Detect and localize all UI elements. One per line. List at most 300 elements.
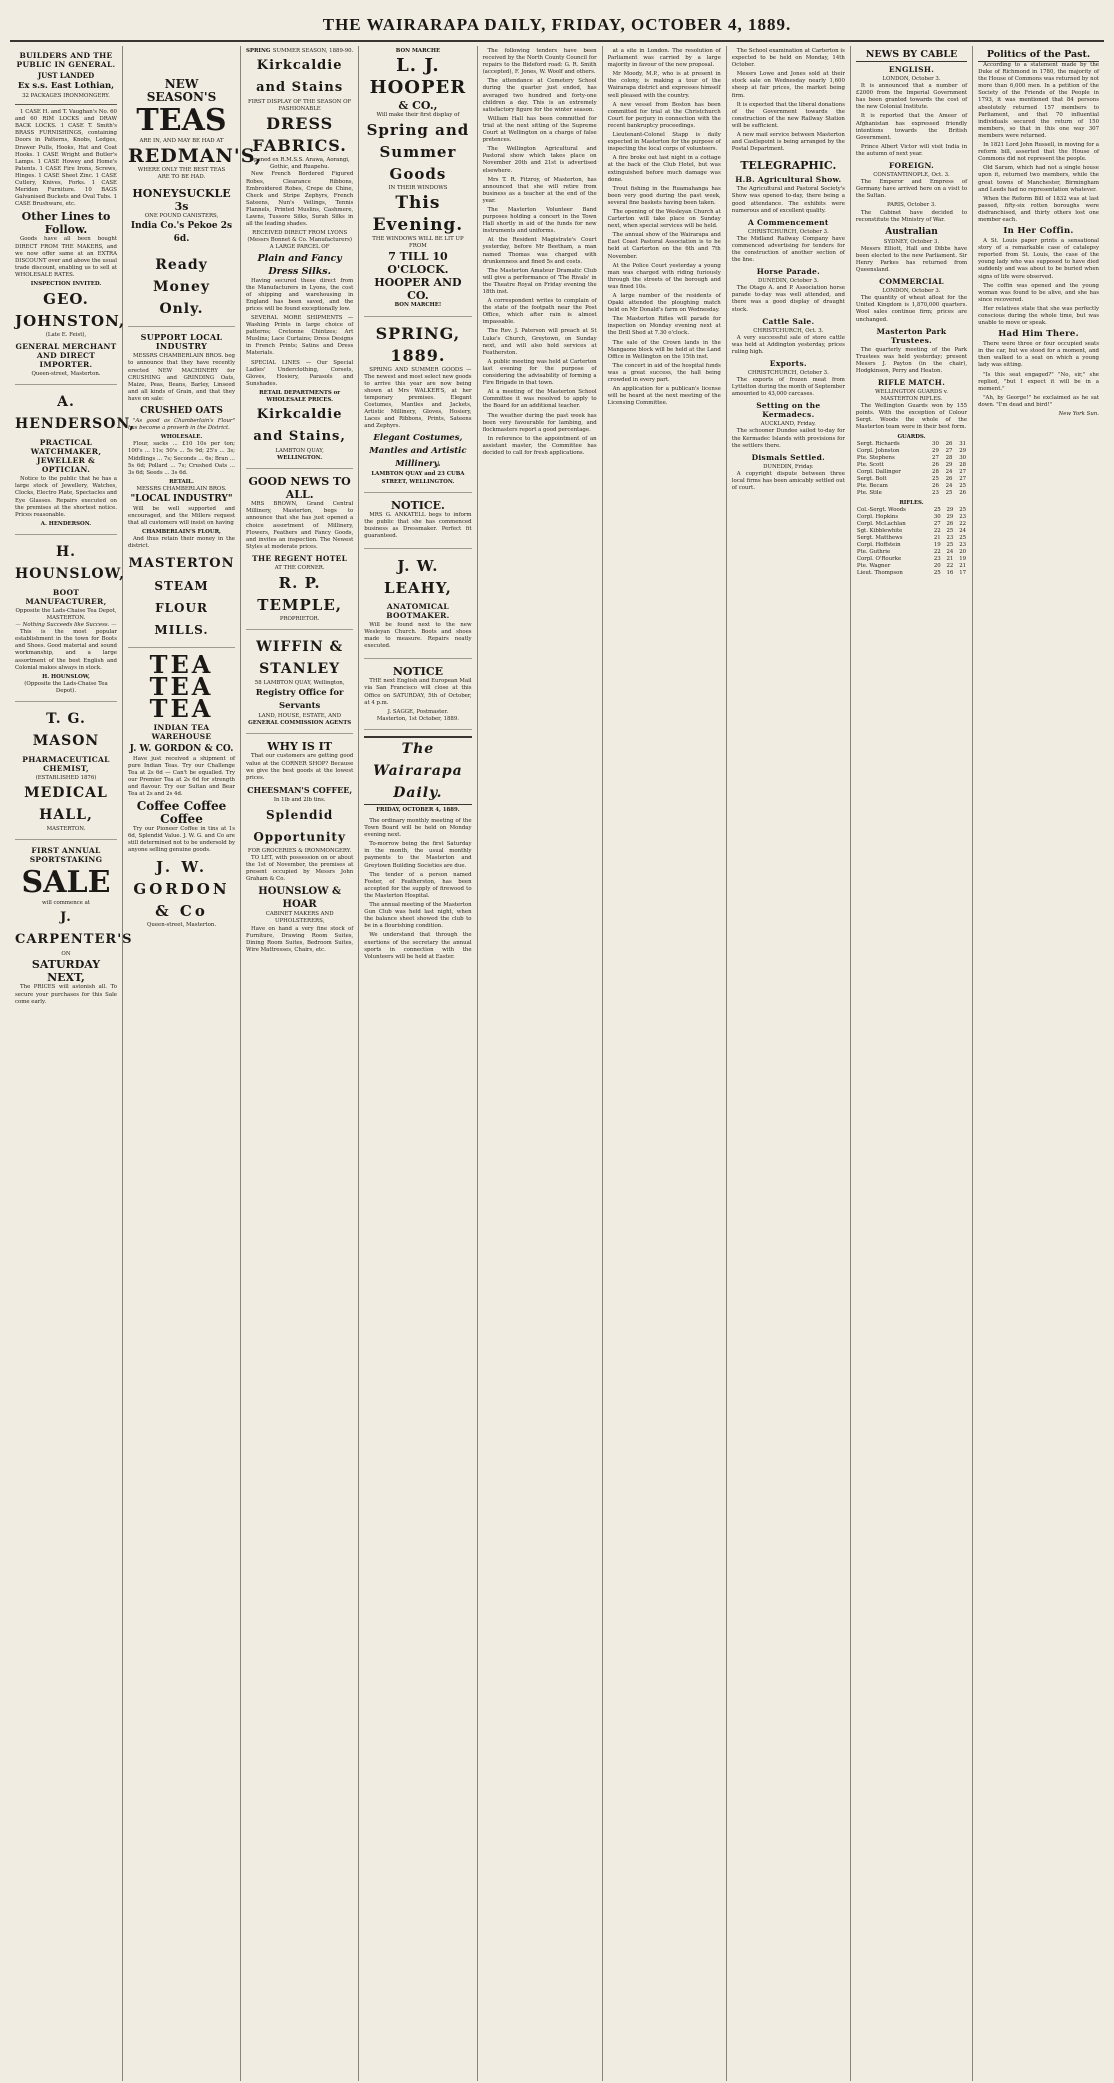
news-paragraph: When the Reform Bill of 1832 was at last passed, fifty-six rotten boroughs were disfranchised, and thirty others lost one member each. (978, 195, 1099, 223)
score-cell: 25 (946, 541, 954, 548)
retail-heading: RETAIL. (169, 478, 194, 485)
shooter-name: Sergt. Bolt (856, 475, 887, 482)
news-paragraph: Lieutenant-Colonel Stapp is daily expected in Masterton for the purpose of inspecting the local corps of volunteers. (607, 132, 721, 153)
furniture-body: Have on hand a very fine stock of Furniture, Drawing Room Suites, Dining Room Suites, Bedroom Suites, Wire Mattresses, Chairs, etc. (246, 925, 354, 953)
news-paragraph: The quarterly meeting of the Park Trustees was held yesterday; present Messrs J. Payton (in the chair), Hodgkinson, Perry and Heaton. (855, 346, 968, 374)
news-paragraph: At the Police Court yesterday a young man was charged with riding furiously through the streets of the borough and was fined 10s. (607, 262, 721, 290)
tea-new-season: NEW SEASON'S (146, 77, 217, 104)
mail-notice (364, 665, 471, 730)
score-cell: 19 (933, 541, 941, 548)
news-paragraph: Trout fishing in the Ruamahanga has been very good during the past week, several fine baskets having been taken. (607, 185, 721, 206)
leahy-trade: ANATOMICAL BOOTMAKER. (386, 601, 450, 620)
lit-time: 7 TILL 10 O'CLOCK. (387, 250, 449, 277)
advertiser-name: T. G. MASON (32, 711, 100, 750)
advertiser-trade: PRACTICAL WATCHMAKER, JEWELLER & OPTICIAN. (30, 438, 102, 475)
news-paragraph: William Hall has been committed for trial at the next sitting of the Supreme Court at Wellington on a charge of false pretences. (482, 115, 597, 144)
wiffin-agency: GENERAL COMMISSION AGENTS (248, 720, 352, 727)
sale-heading: FIRST ANNUAL SPORTSTAKING (29, 846, 103, 865)
advert-ship: Ex s.s. East Lothian, (17, 81, 115, 91)
sale-body: The PRICES will astonish all. To secure your purchases for this Sale come early. (15, 984, 117, 1005)
local-industry-quote: "LOCAL INDUSTRY" (130, 493, 233, 504)
kirkcaldie-advert (246, 48, 353, 469)
score-row (856, 462, 967, 469)
hooper-will: Will make their first display of (376, 112, 460, 119)
walker-address: LAMBTON QUAY and 23 CUBA STREET, WELLINGTON. (371, 471, 465, 485)
score-cell: 20 (933, 562, 941, 569)
advert-slogan: — Nothing Succeeds like Success. — (15, 622, 117, 629)
score-cell: 28 (932, 468, 939, 475)
henderson-advert (15, 391, 136, 535)
score-cell: 29 (946, 513, 954, 520)
gordon-body: Have just received a shipment of pure Indian Teas. Try our Challenge Tea at 2s 6d — Can't be equalled. Try our Premier Tea at 2s 6d for strength and flavour. Try our Sultan and Bear Tea at 2s and 2s 4d. (128, 755, 235, 797)
leahy-body: Will be found next to the new Wesleyan Church. Boots and shoes made to measure. Repairs neatly executed. (364, 621, 472, 650)
advert-inspection: INSPECTION INVITED. (30, 280, 102, 287)
chamberlain-body: MESSRS CHAMBERLAIN BROS. beg to announce that they have recently erected NEW MACHINERY for CRUSHING and GRINDING Oats, Maize, Peas, Beans, Barley, Linseed and all kinds of Grain, and that they have on sale: (128, 353, 235, 402)
news-paragraph: The Rev. J. Paterson will preach at St Luke's Church, Greytown, on Sunday next, and will also hold services at Featherston. (482, 328, 597, 356)
hooper-firm: HOOPER AND CO. (374, 276, 462, 303)
ankatell-body: MRS G. ANKATELL begs to inform the public that she has commenced business as Dressmaker. Perfect fit guaranteed. (364, 511, 472, 539)
rifle-body: The Wellington Guards won by 155 points. With the exception of Colour Sergt. Woods the whole of the Masterton team were in their best form. (855, 403, 968, 431)
cheesman-coffee: CHEESMAN'S COFFEE, (247, 784, 353, 795)
score-cell: 27 (933, 520, 941, 527)
tea-canisters: ONE POUND CANISTERS, (144, 213, 219, 220)
score-cell: 23 (932, 489, 939, 496)
advert-established: (ESTABLISHED 1876) (35, 775, 97, 782)
news-paragraph: A very successful sale of store cattle was held at Addington yesterday, prices ruling high. (731, 334, 845, 355)
news-paragraph: The concert in aid of the hospital funds was a great success, the hall being crowded in every part. (607, 362, 721, 384)
score-row (856, 556, 967, 563)
advert-other-lines: Other Lines to Follow. (21, 210, 111, 237)
season-line (246, 48, 353, 55)
score-cell: 30 (959, 454, 967, 461)
mail-notice-heading: NOTICE (392, 665, 443, 679)
mail-notice-sign: J. SAGGE, Postmaster. (387, 708, 449, 715)
score-row (856, 514, 967, 521)
news-paragraph: The annual show of the Wairarapa and East Coast Pastoral Association is to be held at Carterton on the 6th and 7th November. (607, 232, 721, 260)
chamberlain-body-3: And thus retain their money in the district. (128, 536, 235, 550)
guards-heading: GUARDS. (897, 433, 926, 440)
spring-summer: Spring and Summer (366, 121, 470, 162)
local-industry-heading: SUPPORT LOCAL INDUSTRY (140, 332, 223, 352)
tea-where: WHERE ONLY THE BEST TEAS (137, 167, 226, 174)
score-cell: 21 (959, 562, 967, 569)
advert-list: 1 CASE H. and T. Vaughan's No. 60 and 60 RIM LOCKS and DRAW BACK LOCKS. 1 CASE T. Smith's BRASS FURNISHINGS, containing Doors in Patterns, Knobs, Ledges, Drawer Pulls, Hooks, Hat and Coat Hooks. 1 CASE Wright and Butler's Lamps. 1 CASE Howey and Home's Patents. 1 CASE Fire Irons, Screws, Hinges. 1 CASE Sheet Zinc. 1 CASE Cutlery, Knives, Forks. 1 CASE Meriden Furniture. 10 BAGS Galvanised Buckets and Oval Tubs. 1 CASE Brushware, etc. (15, 109, 117, 208)
score-cell: 25 (945, 489, 953, 496)
score-cell: 23 (946, 534, 954, 541)
kirkcaldie-name-2: Kirkcaldie and Stains, (253, 407, 346, 445)
sale-day: SATURDAY NEXT, (31, 958, 101, 985)
leahy-advert (364, 555, 471, 659)
mill-name-1: MASTERTON (128, 555, 235, 571)
score-cell: 27 (945, 447, 953, 454)
coffin-heading: In Her Coffin. (1003, 226, 1074, 237)
shooter-name: Pte. Guthrie (856, 548, 891, 555)
score-cell: 25 (959, 534, 967, 541)
gordon-firm-2: J. W. GORDON & Co (133, 858, 230, 921)
mail-notice-body: THE next English and European Mail via San Francisco will close at this Office on SATURDAY, 5th of October, at 4 p.m. (364, 678, 472, 706)
mason-advert (15, 708, 117, 840)
hounslow-hoar: HOUNSLOW & HOAR (258, 886, 341, 911)
news-paragraph: The opening of the Wesleyan Church at Carterton will take place on Sunday next, when special services will be held. (607, 208, 721, 230)
news-paragraph: A new vessel from Boston has been committed for trial at the Christchurch Court for perjury in connection with the recent bankruptcy proceedings. (607, 101, 721, 129)
score-cell: 23 (959, 541, 967, 548)
advert-signature: A. HENDERSON. (40, 520, 92, 527)
season-spring: SPRING (246, 48, 271, 54)
registry-office: Registry Office for Servants (255, 688, 344, 712)
tea-ready-money: Ready Money Only. (152, 257, 211, 318)
news-paragraph: An application for a publican's license will be heard at the next meeting of the Licensing Committee. (607, 386, 721, 407)
walker-body: SPRING AND SUMMER GOODS — The newest and most select new goods to arrive this year are now being shown at Mrs WALKER'S, at her temporary premises. Elegant Costumes, Mantles and Jackets, Artistic Millinery, Gloves, Hosiery, Laces and Ribbons, Prints, Sateens and Zephyrs. (364, 366, 472, 430)
telegraphic-subhead: H.B. Agricultural Show. (735, 175, 842, 185)
score-cell: 23 (959, 513, 967, 520)
wholesale-prices: Flour, sacks ... £10 10s per ton; 100's ... 11s; 50's ... 5s 9d; 25's ... 3s; Middlings ... 7s; Seconds ... 6s; Bran ... 5s 6d; Pollard ... 7s; Crushed Oats ... 3s 6d; Seeds ... 3s 6d. (128, 441, 235, 476)
news-paragraph: A fire broke out last night in a cottage at the back of the Club Hotel, but was extinguished before much damage was done. (607, 155, 721, 183)
johnston-advert (15, 51, 126, 385)
editorial-paragraph: The annual meeting of the Masterton Gun Club was held last night, when the balance sheet showed the club to be in a flourishing condition. (364, 902, 472, 930)
news-paragraph: A large number of the residents of Opaki attended the ploughing match held on Mr Donald's farm on Wednesday. (607, 293, 721, 314)
section-heading: A Commencement (748, 217, 829, 227)
wholesale-heading: WHOLESALE. (160, 434, 203, 441)
score-row (856, 483, 967, 490)
section-heading: Setting on the Kermadecs. (756, 401, 821, 420)
advertiser-address: Queen-street, Masterton. (31, 371, 101, 378)
indian-tea-warehouse: INDIAN TEA WAREHOUSE (151, 722, 212, 741)
plain-fancy-silks: Plain and Fancy Dress Silks. (257, 252, 342, 277)
news-paragraph: The schooner Dundee sailed to-day for the Kermadec Islands with provisions for the settlers there. (731, 428, 845, 449)
bon-marche: BON MARCHE (395, 48, 441, 54)
chamberlain-advert (128, 333, 235, 647)
score-cell: 24 (946, 548, 954, 555)
score-row (856, 490, 967, 497)
score-cell: 24 (945, 482, 953, 489)
score-row (856, 448, 967, 455)
news-paragraph: The Cabinet have decided to reconstitute the Ministry of War. (855, 209, 968, 223)
news-paragraph: According to a statement made by the Duke of Richmond in 1780, the majority of the House of Commons was returned by not more than 6,000 men. In a petition of the Society of the Friends of the People in 1793, it was mentioned that 84 persons absolutely returned 157 members to Parliament, and that 70 influential individuals secured the return of 150 members, so that in this one way 307 members were returned. (978, 62, 1099, 139)
cabinet-makers: CABINET MAKERS AND UPHOLSTERERS, (265, 911, 334, 925)
guards-table (856, 441, 967, 497)
score-cell: 28 (945, 454, 953, 461)
section-heading: COMMERCIAL (879, 277, 944, 287)
score-cell: 19 (959, 555, 967, 562)
news-paragraph: There were three or four occupied seats in the car, but we stood for a moment, and then walked to a seat on which a young lady was sitting. (978, 341, 1099, 369)
gordon-address: Queen-street, Masterton. (146, 922, 217, 929)
score-cell: 26 (945, 475, 953, 482)
news-paragraph: A copyright dispute between three local firms has been amicably settled out of court. (731, 470, 845, 492)
advertiser-trade: GENERAL MERCHANT AND DIRECT IMPORTER. (15, 342, 117, 370)
news-paragraph: The quantity of wheat afloat for the United Kingdom is 1,870,000 quarters. Wool sales continue firm; prices are unchanged. (855, 295, 968, 323)
score-cell: 23 (933, 555, 941, 562)
rifles-heading: RIFLES. (899, 499, 924, 506)
column-1 (10, 46, 136, 2081)
advert-body: Notice to the public that he has a large stock of Jewellery, Watches, Clocks, Electro Plate, Spectacles and Eye Glasses. Repairs executed on the premises at the shortest notice. Prices reasonable. (15, 476, 117, 518)
score-row (856, 507, 967, 514)
why-is-it: WHY IS IT (267, 740, 332, 754)
redman-tea-advert (128, 77, 263, 327)
shooter-name: Corpl. Hoffstein (856, 541, 901, 548)
section-dateline: AUCKLAND, Friday. (760, 421, 816, 428)
news-paragraph: "Ah, by George!" he exclaimed as he sat down. "I'm dead and bird!" (978, 394, 1099, 408)
cable-heading: NEWS BY CABLE (856, 48, 967, 62)
rifle-subhead: WELLINGTON GUARDS v. MASTERTON RIFLES. (875, 389, 948, 403)
tea-are-in: ARE IN, AND MAY BE HAD AT (139, 138, 224, 144)
column-4 (359, 46, 477, 2081)
sale-on: ON (61, 951, 71, 958)
story-source: New York Sun. (1058, 411, 1099, 418)
column-7 (727, 46, 851, 2081)
score-cell: 21 (946, 555, 954, 562)
score-cell: 27 (959, 468, 967, 475)
advert-body: This is the most popular establishment in the town for Boots and Shoes. Good material and sound workmanship, and a large assortment of the best English and Colonial makes always in stock. (15, 629, 117, 671)
tea-merchant: REDMAN'S, (128, 145, 263, 168)
advertiser-name: H. HOUNSLOW, (15, 543, 125, 582)
walker-advert (364, 323, 471, 493)
spring-1889: SPRING, 1889. (375, 323, 461, 365)
section-heading: Masterton Park Trustees. (876, 326, 947, 345)
gordon-tea-advert (128, 649, 235, 936)
shooter-name: Sgt. Kibblewhite (856, 527, 903, 534)
score-cell: 26 (945, 440, 953, 447)
score-row (856, 542, 967, 549)
editorial-paragraph: The ordinary monthly meeting of the Town Board will be held on Monday evening next. (364, 818, 472, 839)
sale-title: SALE (21, 865, 111, 901)
shooter-name: Pte. Scott (856, 461, 884, 468)
editorial (364, 736, 471, 961)
this-evening: This Evening. (372, 193, 464, 236)
wiffin-name: WIFFIN & STANLEY (256, 639, 344, 678)
goods: Goods (389, 165, 447, 184)
news-paragraph: The attendance at Cemetery School during the quarter just ended, has averaged two hundred and forty-one children a day. This is an extremely satisfactory figure for the winter season. (482, 78, 597, 113)
advert-town: MASTERTON. (46, 826, 86, 833)
editorial-date: FRIDAY, OCTOBER 4, 1889. (376, 806, 460, 813)
section-dateline: LONDON, October 3. (882, 288, 941, 295)
gordon-firm: J. W. GORDON & CO. (129, 743, 234, 754)
news-paragraph: It is reported that the Ameer of Afghanistan has expressed friendly intentions towards the British Government. (855, 113, 968, 141)
section-dateline: CHRISTCHURCH, October 3. (747, 228, 829, 235)
advert-title: BUILDERS AND THE PUBLIC IN GENERAL. (16, 51, 116, 69)
news-paragraph: A St. Louis paper prints a sensational story of a remarkable case of catalepsy reported from St. Louis, the case of the young lady who was supposed to have died suddenly and was about to be buried when signs of life were observed. (978, 238, 1099, 280)
section-dateline: SYDNEY, October 3. (883, 238, 940, 245)
sale-merchant: J. CARPENTER'S (15, 910, 133, 948)
score-cell: 30 (933, 513, 941, 520)
score-cell: 25 (932, 475, 939, 482)
score-cell: 25 (933, 569, 941, 576)
advert-subhead: JUST LANDED (37, 71, 95, 80)
dress-fabrics: DRESS FABRICS. (252, 114, 347, 156)
score-cell: 27 (959, 475, 967, 482)
news-paragraph: Mrs T. R. Fitzroy, of Masterton, has announced that she will retire from business as a teacher at the end of the year. (482, 176, 597, 204)
advertiser-trade: PHARMACEUTICAL CHEMIST, (22, 755, 110, 774)
news-paragraph: A new mail service between Masterton and Castlepoint is being arranged by the Postal Department. (731, 132, 845, 153)
advertiser-late: (Late E. Feist), (45, 332, 87, 339)
tea-kept: ARE TO BE HAD. (157, 174, 206, 181)
score-cell: 29 (945, 461, 953, 468)
score-cell: 22 (933, 548, 941, 555)
score-cell: 26 (946, 520, 954, 527)
news-paragraph: Her relatives state that she was perfectly conscious during the whole time, but was unable to move or speak. (978, 305, 1099, 327)
shooter-name: Sergt. Matthews (856, 534, 903, 541)
coffee-tins: In 1lb and 2lb tins. (273, 796, 326, 803)
score-cell: 29 (946, 506, 954, 513)
shooter-name: Pte. Wagner (856, 562, 891, 569)
sale-commence: will commence at (42, 900, 90, 907)
corner-shop-body: That our customers are getting good value at the CORNER SHOP? Because we give the best goods at the lowest prices. (246, 753, 354, 781)
kirkcaldie-special: SPECIAL LINES — Our Special Ladies' Underclothing, Corsets, Gloves, Hosiery, Parasols and Sunshades. (246, 359, 354, 387)
news-paragraph: Old Sarum, which had not a single house upon it, returned two members, while the great towns of Manchester, Birmingham and Leeds had no representation whatever. (978, 165, 1099, 193)
advertiser-trade: BOOT MANUFACTURER, (25, 587, 107, 606)
news-paragraph: The Agricultural and Pastoral Society's Show was opened to-day, there being a good attendance. The exhibits were numerous and of excellent quality. (731, 186, 845, 214)
section-heading: Dismals Settled. (751, 452, 826, 462)
tea-india: India Co.'s Pekoe 2s 6d. (130, 221, 233, 245)
score-row (856, 441, 967, 448)
kirkcaldie-quay: LAMBTON QUAY, (275, 448, 324, 455)
score-cell: 24 (959, 527, 967, 534)
shooter-name: Corpl. Johnston (856, 447, 900, 454)
mill-name-2: STEAM FLOUR MILLS. (154, 578, 209, 637)
notice-heading: NOTICE. (390, 498, 445, 512)
gordon-body-2: Try our Pioneer Coffee in tins at 1s 6d, Splendid Value. J. W. G. and Co are still determined not to be undersold by anyone selling genuine goods. (128, 826, 235, 854)
score-cell: 24 (945, 468, 953, 475)
opened-ex: Opened ex R.M.S.S. Arawa, Aorangi, Gothic, and Ruapehu. (249, 157, 350, 171)
hounslow-advert (15, 541, 125, 702)
score-cell: 25 (933, 506, 941, 513)
news-paragraph: The following tenders have been received by the North County Council for repairs to the Bideford road: G. R. Smith (accepted), F. Jones, W. Woolf and others. (482, 48, 597, 76)
good-news-body: MRS BROWN, Grand Central Millinery, Masterton, begs to announce that she has just opened a choice assortment of Millinery, Flowers, Feathers and Fancy Goods, and invites an inspection. The Newest Styles at moderate prices. (246, 501, 354, 550)
score-cell: 26 (932, 482, 939, 489)
score-cell: 25 (959, 506, 967, 513)
score-cell: 30 (932, 440, 939, 447)
news-paragraph: "Is this seat engaged?" "No, sir," she replied, "but I expect it will be in a moment." (978, 371, 1099, 392)
hotel-name: THE REGENT HOTEL (252, 553, 348, 563)
kirkcaldie-wellington: WELLINGTON. (277, 455, 323, 462)
section-dateline: CHRISTCHURCH, October 3. (747, 370, 829, 376)
rifle-heading: RIFLE MATCH. (877, 378, 946, 387)
splendid-opportunity: Splendid Opportunity (253, 807, 346, 844)
section-heading: Horse Parade. (756, 267, 820, 277)
wiffin-land: LAND, HOUSE, ESTATE, AND (258, 713, 342, 720)
news-paragraph: The Midland Railway Company have commenced advertising for tenders for the construction of another section of the line. (731, 235, 845, 264)
elegant-costumes: Elegant Costumes, Mantles and Artistic Millinery. (369, 433, 467, 470)
wiffin-advert (246, 636, 353, 734)
advert-body: Goods have all been bought DIRECT FROM THE MAKERS, and we now offer same at an EXTRA DISCOUNT over and above the usual trade discount, enabling us to sell at WHOLESALE RATES. (15, 236, 117, 278)
tea-tea-tea: TEA TEA TEA (149, 649, 214, 723)
section-dateline: CHRISTCHURCH, Oct. 3. (753, 327, 824, 334)
section-dateline: DUNEDIN, Friday. (763, 463, 814, 470)
score-row (856, 455, 967, 462)
score-cell: 21 (933, 534, 941, 541)
news-paragraph: Prince Albert Victor will visit India in the autumn of next year. (855, 143, 968, 157)
carpenter-sale-advert (15, 846, 133, 1013)
hooper-name: L. J. HOOPER (369, 55, 467, 99)
section-heading: ENGLISH. (888, 65, 935, 74)
news-paragraph: The School examination at Carterton is expected to be held on Monday, 14th October. (731, 48, 845, 69)
column-5 (478, 46, 603, 2081)
score-cell: 27 (932, 454, 939, 461)
column-6 (603, 46, 727, 2081)
score-cell: 25 (959, 482, 967, 489)
section-heading: FOREIGN. (888, 161, 935, 171)
news-paragraph: The sale of the Crown lands in the Mangaone block will be held at the Land Office in Wellington on the 15th inst. (607, 339, 721, 360)
chamberlain-flour: CHAMBERLAIN'S FLOUR, (142, 529, 221, 536)
section-heading: Cattle Sale. (762, 316, 815, 326)
advertiser-name: A. HENDERSON, (15, 394, 136, 433)
score-cell: 25 (946, 527, 954, 534)
news-paragraph: The Masterton Amateur Dramatic Club will give a performance of 'The Rivals' in the Theatre Royal on Friday evening the 18th inst. (482, 267, 597, 295)
score-cell: 16 (946, 569, 954, 576)
mail-notice-date: Masterton, 1st October, 1889. (376, 715, 459, 722)
flour-quote: "As good as Chamberlain's Flour" has become a proverb in the District. (128, 418, 235, 432)
corner-shop-advert (246, 740, 353, 962)
news-paragraph: Mr Moody, M.P., who is at present in the colony, is making a tour of the Wairarapa district and expresses himself well pleased with the country. (607, 71, 721, 99)
editorial-paragraph: To-morrow being the first Saturday in the month, the usual monthly payments to the Masterton and Greytown Building Societies are due. (364, 841, 472, 869)
had-him-heading: Had Him There. (998, 329, 1079, 340)
leahy-name: J. W. LEAHY, (384, 556, 452, 597)
section-heading: Australian (885, 226, 938, 237)
advertiser-name: GEO. JOHNSTON, (15, 290, 126, 331)
section-dateline: LONDON, October 3. (882, 76, 941, 82)
coffee-heading: Coffee Coffee Coffee (136, 799, 227, 827)
news-paragraph: In 1821 Lord John Russell, in moving for a reform bill, asserted that the House of Commons did not represent the people. (978, 142, 1100, 163)
season-summer: SUMMER SEASON, 1889-90. (272, 48, 354, 54)
windows-lit: THE WINDOWS WILL BE LIT UP FROM (372, 236, 464, 250)
score-row (856, 521, 967, 528)
bon-marche-2: BON MARCHE! (394, 302, 442, 309)
news-paragraph: It is announced that a number of £2000 from the Imperial Government has been granted towards the cost of the new Colonial Institute. (855, 83, 968, 111)
section-dateline: CONSTANTINOPLE, Oct. 3. (873, 172, 950, 179)
score-cell: 26 (959, 489, 967, 496)
chamberlain-body-2: Will be well supported and encouraged, and the Millers request that all customers will insist on having (128, 505, 235, 527)
news-paragraph: A public meeting was held at Carterton last evening for the purpose of considering the advisability of forming a Fire Brigade in that town. (482, 358, 597, 387)
news-paragraph: The Masterton Volunteer Band purposes holding a concert in the Town Hall shortly in aid of the funds for new instruments and uniforms. (482, 206, 597, 235)
score-cell: 22 (946, 562, 954, 569)
shooter-name: Corpl. Dallinger (856, 468, 901, 475)
hotel-owner: R. P. TEMPLE, (257, 574, 342, 615)
kirkcaldie-body-2: Having secured these direct from the Manufacturers in Lyons, the cost of shipping and warehousing in England has been saved, and the prices will be found exceptionally low. (246, 277, 354, 312)
score-cell: 17 (959, 569, 967, 576)
shooter-name: Sergt. Richards (856, 440, 900, 447)
groceries-line: FOR GROCERIES & IRONMONGERY. (247, 847, 352, 854)
score-cell: 22 (959, 520, 967, 527)
news-paragraph: at a site in London. The resolution of Parliament was carried by a large majority in favour of the new proposal. (607, 48, 721, 69)
column-8 (851, 46, 973, 2081)
kirkcaldie-more: SEVERAL MORE SHIPMENTS — Washing Prints in large choice of patterns; Cretonne Chintzes; Art Muslins; Lace Curtains; Dress Designs in French Prints; Satins and Dress Materials. (246, 314, 354, 357)
score-row (856, 563, 967, 570)
good-news-advert (246, 475, 353, 630)
score-row (856, 469, 967, 476)
kirkcaldie-body: New French Bordered Figured Robes, Clearance Ribbons, Embroidered Robes, Crepe de Chine, Check and Stripe Zephyrs, French Sateens, Nun's Veilings, Tennis Flannels, Printed Muslins, Cashmere, Lawns, Tussore Silks, Surah Silks in all the leading shades. (246, 171, 354, 228)
hooper-advert (364, 48, 471, 317)
news-paragraph: It is expected that the liberal donations of the Government towards the construction of the new Railway Station will be sufficient. (731, 101, 845, 129)
ankatell-advert (364, 499, 471, 549)
news-paragraph: The weather during the past week has been very favourable for lambing, and flockmasters report a good percentage. (482, 412, 597, 433)
shooter-name: Pte. Stephens (856, 454, 895, 461)
news-paragraph: The Masterton Rifles will parade for inspection on Monday evening next at the Drill Shed at 7.30 o'clock. (607, 316, 721, 337)
kirkcaldie-name: Kirkcaldie and Stains (256, 58, 344, 96)
shooter-name: Corpl. McLachlan (856, 520, 906, 527)
score-cell: 28 (959, 461, 967, 468)
news-paragraph: At a meeting of the Masterton School Committee it was resolved to apply to the Board for an additional teacher. (482, 389, 597, 410)
hooper-co: & CO., (398, 99, 438, 113)
editorial-title: The Wairarapa Daily. (364, 736, 471, 805)
shooter-name: Pte. Stile (856, 489, 882, 496)
in-windows: IN THEIR WINDOWS (388, 185, 448, 192)
news-paragraph: At the Resident Magistrate's Court yesterday, before Mr Beetham, a man named Thomas was charged with drunkenness and fined 5s and costs. (482, 237, 597, 265)
score-cell: 20 (959, 548, 967, 555)
news-paragraph: The Emperor and Empress of Germany have arrived here on a visit to the Sultan. (855, 179, 968, 200)
columns (10, 46, 1104, 2081)
shooter-name: Col.-Sergt. Woods (856, 506, 906, 513)
hotel-proprietor: PROPRIETOR. (279, 616, 320, 623)
telegraphic-heading: TELEGRAPHIC. (740, 159, 837, 173)
